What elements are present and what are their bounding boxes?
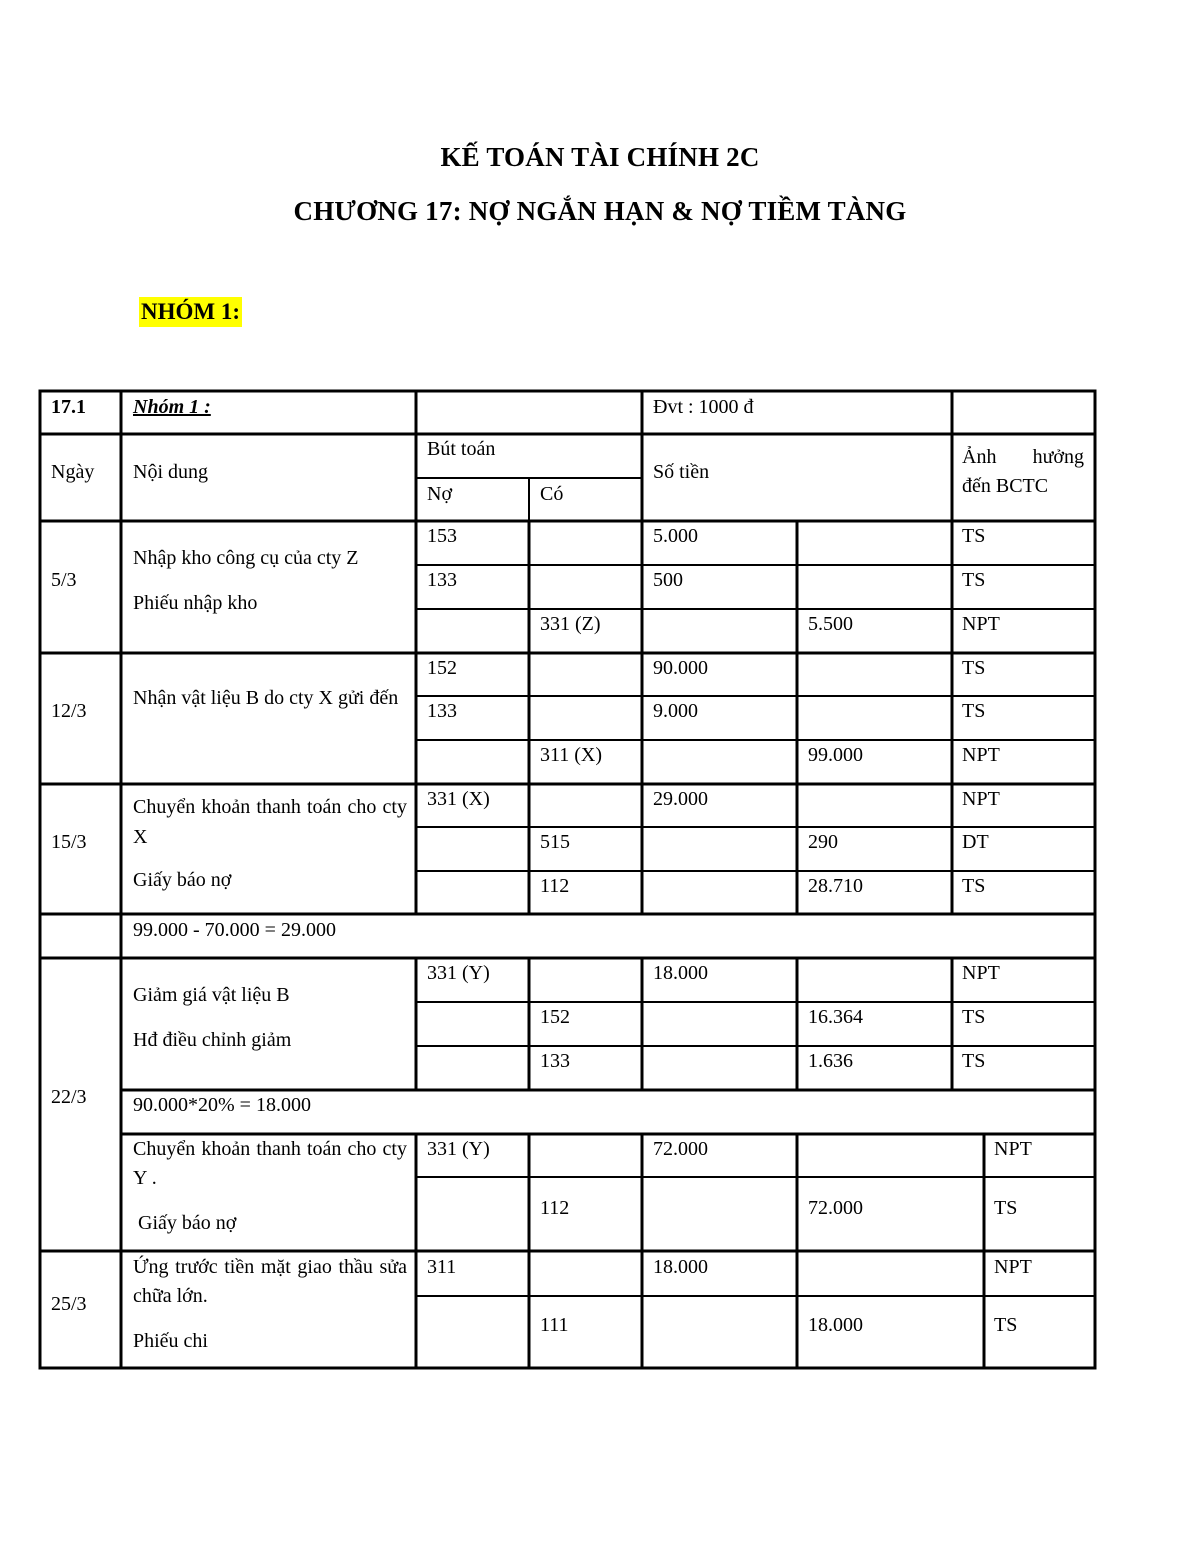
document-title: KẾ TOÁN TÀI CHÍNH 2C xyxy=(440,142,760,172)
header-effect: Ảnh hưởng đến BCTC xyxy=(962,446,1084,497)
exercise-number: 17.1 xyxy=(51,396,86,418)
effect-cell: NPT xyxy=(994,1138,1032,1160)
content-cell: Giảm giá vật liệu B xyxy=(133,984,290,1006)
credit-amount: 290 xyxy=(808,831,838,853)
document-type: Phiếu nhập kho xyxy=(133,592,258,614)
date-cell: 22/3 xyxy=(51,1086,87,1108)
effect-cell: NPT xyxy=(962,744,1000,766)
content-cell: Ứng trước tiền mặt giao thầu sửa chữa lớn. xyxy=(133,1256,407,1307)
effect-cell: DT xyxy=(962,831,989,853)
debit-amount: 9.000 xyxy=(653,700,698,722)
debit-account: 133 xyxy=(427,569,457,591)
debit-account: 331 (Y) xyxy=(427,962,490,984)
debit-amount: 29.000 xyxy=(653,788,708,810)
header-amount: Số tiền xyxy=(653,461,710,483)
effect-cell: TS xyxy=(962,1050,986,1072)
credit-amount: 18.000 xyxy=(808,1314,863,1336)
document-type: Phiếu chi xyxy=(133,1330,208,1352)
effect-cell: TS xyxy=(994,1197,1018,1219)
date-cell: 12/3 xyxy=(51,700,87,722)
content-cell: Nhập kho công cụ của cty Z xyxy=(133,547,359,569)
content-cell: Chuyển khoản thanh toán cho cty Y . xyxy=(133,1138,407,1189)
debit-account: 311 xyxy=(427,1256,457,1278)
date-cell: 5/3 xyxy=(51,569,77,591)
debit-account: 331 (X) xyxy=(427,788,490,810)
header-credit: Có xyxy=(540,483,564,505)
credit-account: 133 xyxy=(540,1050,570,1072)
effect-cell: TS xyxy=(962,875,986,897)
debit-amount: 72.000 xyxy=(653,1138,708,1160)
credit-account: 112 xyxy=(540,1197,570,1219)
header-entry: Bút toán xyxy=(427,438,496,460)
calculation-note: 90.000*20% = 18.000 xyxy=(133,1094,311,1116)
content-cell: Nhận vật liệu B do cty X gửi đến xyxy=(133,687,399,709)
credit-account: 331 (Z) xyxy=(540,613,601,635)
credit-amount: 5.500 xyxy=(808,613,853,635)
group-heading: NHÓM 1: xyxy=(139,297,242,327)
effect-cell: TS xyxy=(962,569,986,591)
credit-amount: 99.000 xyxy=(808,744,863,766)
debit-amount: 18.000 xyxy=(653,962,708,984)
effect-cell: TS xyxy=(962,700,986,722)
date-cell: 15/3 xyxy=(51,831,87,853)
credit-amount: 72.000 xyxy=(808,1197,863,1219)
effect-cell: TS xyxy=(962,657,986,679)
effect-cell: NPT xyxy=(962,962,1000,984)
group-label: Nhóm 1 : xyxy=(133,396,211,418)
debit-account: 331 (Y) xyxy=(427,1138,490,1160)
chapter-title: CHƯƠNG 17: NỢ NGẮN HẠN & NỢ TIỀM TÀNG xyxy=(293,196,907,226)
credit-account: 111 xyxy=(540,1314,569,1336)
calculation-note: 99.000 - 70.000 = 29.000 xyxy=(133,919,336,941)
content-cell: Chuyển khoản thanh toán cho cty X xyxy=(133,796,407,848)
debit-amount: 5.000 xyxy=(653,525,698,547)
debit-amount: 18.000 xyxy=(653,1256,708,1278)
effect-cell: TS xyxy=(994,1314,1018,1336)
header-date: Ngày xyxy=(51,461,95,483)
effect-cell: TS xyxy=(962,1006,986,1028)
credit-account: 152 xyxy=(540,1006,570,1028)
document-type: Giấy báo nợ xyxy=(133,869,232,891)
credit-amount: 16.364 xyxy=(808,1006,863,1028)
debit-account: 153 xyxy=(427,525,457,547)
document-type: Giấy báo nợ xyxy=(138,1212,237,1234)
document-type: Hđ điều chỉnh giảm xyxy=(133,1029,292,1051)
effect-cell: NPT xyxy=(962,788,1000,810)
credit-amount: 1.636 xyxy=(808,1050,853,1072)
credit-account: 112 xyxy=(540,875,570,897)
debit-amount: 90.000 xyxy=(653,657,708,679)
date-cell: 25/3 xyxy=(51,1293,87,1315)
effect-cell: TS xyxy=(962,525,986,547)
header-content: Nội dung xyxy=(133,461,208,483)
credit-account: 311 (X) xyxy=(540,744,603,766)
credit-amount: 28.710 xyxy=(808,875,863,897)
header-debit: Nợ xyxy=(427,483,453,505)
unit-label: Đvt : 1000 đ xyxy=(653,396,754,418)
debit-account: 133 xyxy=(427,700,457,722)
effect-cell: NPT xyxy=(962,613,1000,635)
debit-account: 152 xyxy=(427,657,457,679)
effect-cell: NPT xyxy=(994,1256,1032,1278)
credit-account: 515 xyxy=(540,831,570,853)
debit-amount: 500 xyxy=(653,569,683,591)
